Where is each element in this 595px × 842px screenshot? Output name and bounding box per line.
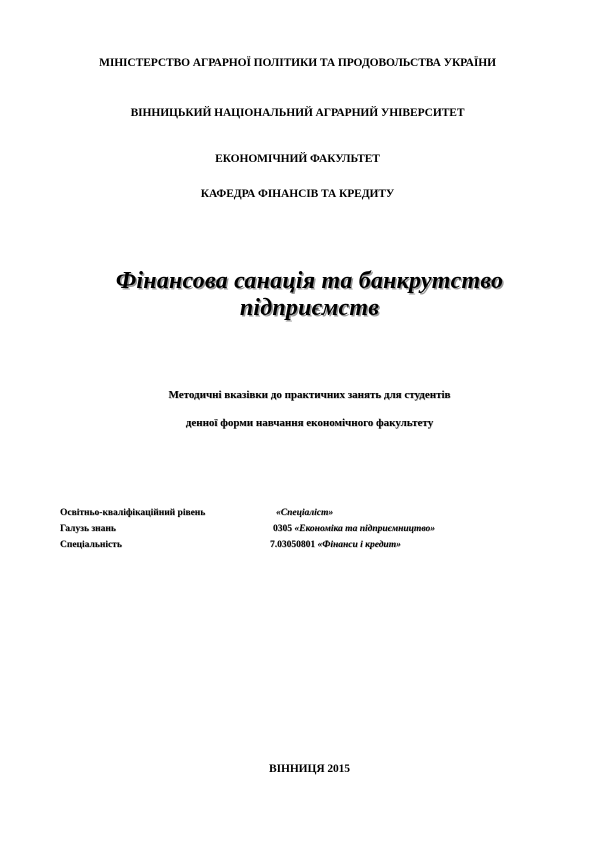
education-level-row (60, 508, 540, 522)
specialty-code: 7.03050801 (270, 540, 316, 550)
specialty-value (270, 540, 401, 550)
field-of-knowledge-value (273, 524, 435, 534)
education-level-value: «Спеціаліст» (276, 508, 334, 518)
university-heading: ВІННИЦЬКИЙ НАЦІОНАЛЬНИЙ АГРАРНИЙ УНІВЕРСИТЕТ (130, 107, 465, 119)
subtitle-line-2: денної форми навчання економічного факультету (185, 417, 434, 429)
specialty-label: Спеціальність (60, 540, 122, 550)
department-heading: КАФЕДРА ФІНАНСІВ ТА КРЕДИТУ (200, 188, 395, 200)
city-year-footer: ВІННИЦЯ 2015 (269, 763, 350, 775)
document-title-line-2: підприємств (239, 295, 380, 321)
education-level-label: Освітньо-кваліфікаційний рівень (60, 508, 206, 518)
field-of-knowledge-label: Галузь знань (60, 524, 116, 534)
ministry-heading: МІНІСТЕРСТВО АГРАРНОЇ ПОЛІТИКИ ТА ПРОДОВОЛЬСТВА УКРАЇНИ (99, 57, 496, 69)
field-of-knowledge-name: «Економіка та підприємництво» (294, 524, 435, 534)
faculty-heading: ЕКОНОМІЧНИЙ ФАКУЛЬТЕТ (215, 153, 380, 165)
field-of-knowledge-code: 0305 (273, 524, 292, 534)
specialty-row (60, 540, 540, 554)
specialty-name: «Фінанси і кредит» (317, 540, 401, 550)
field-of-knowledge-row (60, 524, 540, 538)
document-title-line-1: Фінансова санація та банкрутство (115, 268, 504, 294)
subtitle-line-1: Методичні вказівки до практичних занять для студентів (168, 389, 451, 401)
